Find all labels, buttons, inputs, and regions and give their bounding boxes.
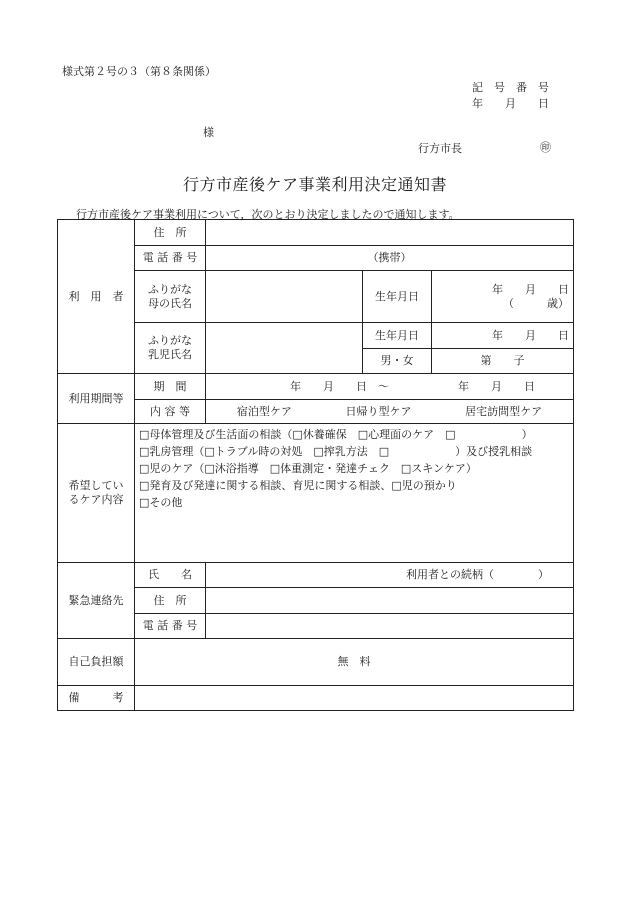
relation-label: 利用者との続柄（ ） xyxy=(406,568,549,581)
decision-form-table xyxy=(57,219,574,711)
user-address-row xyxy=(58,220,574,246)
emergency-address-label: 住 所 xyxy=(135,588,206,614)
child-order-field[interactable]: 第 子 xyxy=(432,349,574,374)
document-date: 年 月 日 xyxy=(472,97,549,110)
addressee: 様 xyxy=(203,126,214,139)
infant-name-text: 乳児氏名 xyxy=(148,348,192,361)
emergency-name-row xyxy=(58,563,574,588)
mother-dob-label: 生年月日 xyxy=(363,271,432,323)
emergency-name-field[interactable] xyxy=(206,563,574,588)
period-label: 期 間 xyxy=(135,374,206,400)
infant-dob-label: 生年月日 xyxy=(363,323,432,349)
content-field xyxy=(206,400,574,424)
user-phone-field[interactable] xyxy=(206,246,574,271)
fee-row xyxy=(58,639,574,686)
user-phone-row xyxy=(58,246,574,271)
mother-row xyxy=(58,271,574,323)
infant-kana-label: ふりがな xyxy=(148,334,192,347)
seal-mark: ㊞ xyxy=(540,141,551,154)
fee-label: 自己負担額 xyxy=(58,639,135,686)
infant-name-field[interactable] xyxy=(206,323,363,374)
mother-name-text: 母の氏名 xyxy=(148,296,192,310)
emergency-name-label: 氏 名 xyxy=(135,563,206,588)
form-number: 様式第２号の３（第８条関係） xyxy=(62,65,216,78)
care-label-line1: 希望してい xyxy=(68,479,124,492)
period-field[interactable] xyxy=(206,374,574,400)
intro-text: 行方市産後ケア事業利用について，次のとおり決定しましたので通知します。 xyxy=(76,208,460,221)
care-option-development[interactable]: □発育及び発達に関する相談、育児に関する相談、□児の預かり xyxy=(139,479,457,492)
care-option-other[interactable]: □その他 xyxy=(139,496,183,509)
emergency-address-row xyxy=(58,588,574,614)
user-section-label: 利 用 者 xyxy=(58,220,135,374)
care-options-list xyxy=(135,424,574,563)
care-option-maternal[interactable]: □母体管理及び生活面の相談（□休養確保 □心理面のケア □ ） xyxy=(139,428,533,441)
emergency-phone-row xyxy=(58,614,574,639)
content-row xyxy=(58,400,574,424)
period-row xyxy=(58,374,574,400)
sex-selector[interactable]: 男・女 xyxy=(363,349,432,374)
care-type-day[interactable]: 日帰り型ケア xyxy=(345,404,412,418)
mother-kana-label: ふりがな xyxy=(148,282,192,296)
period-end: 年 月 日 xyxy=(458,379,535,393)
remarks-label: 備 考 xyxy=(58,686,135,711)
user-address-label: 住 所 xyxy=(135,220,206,246)
user-address-field[interactable] xyxy=(206,220,574,246)
mother-dob-field[interactable] xyxy=(432,271,574,323)
mother-name-field[interactable] xyxy=(206,271,363,323)
care-type-stay[interactable]: 宿泊型ケア xyxy=(236,404,292,418)
infant-dob-field[interactable]: 年 月 日 xyxy=(432,323,574,349)
care-section-label xyxy=(58,424,135,563)
care-option-infant[interactable]: □児のケア（□沐浴指導 □体重測定・発達チェク □スキンケア） xyxy=(139,462,477,475)
infant-dob-row xyxy=(58,323,574,349)
mobile-label: （携帯） xyxy=(367,251,412,264)
emergency-phone-label: 電 話 番 号 xyxy=(135,614,206,639)
content-label: 内 容 等 xyxy=(135,400,206,424)
issuer: 行方市長 xyxy=(418,142,462,155)
mother-dob-value: 年 月 日 xyxy=(492,282,569,296)
document-title: 行方市産後ケア事業利用決定通知書 xyxy=(182,175,447,194)
mother-age-value: （ 歳） xyxy=(503,296,569,310)
emergency-address-field[interactable] xyxy=(206,588,574,614)
document-number: 記 号 番 号 xyxy=(472,81,549,94)
remarks-row xyxy=(58,686,574,711)
infant-name-label xyxy=(135,323,206,374)
period-section-label: 利用期間等 xyxy=(58,374,135,424)
user-phone-label: 電 話 番 号 xyxy=(135,246,206,271)
emergency-phone-field[interactable] xyxy=(206,614,574,639)
care-option-breast[interactable]: □乳房管理（□トラブル時の対処 □搾乳方法 □ ）及び授乳相談 xyxy=(139,445,533,458)
emergency-section-label: 緊急連絡先 xyxy=(58,563,135,639)
care-type-home[interactable]: 居宅訪問型ケア xyxy=(465,404,543,418)
period-start: 年 月 日 ～ xyxy=(290,379,389,393)
care-label-line2: るケア内容 xyxy=(68,493,124,506)
mother-name-label xyxy=(135,271,206,323)
care-content-row xyxy=(58,424,574,563)
remarks-field[interactable] xyxy=(135,686,574,711)
fee-value: 無 料 xyxy=(135,639,574,686)
